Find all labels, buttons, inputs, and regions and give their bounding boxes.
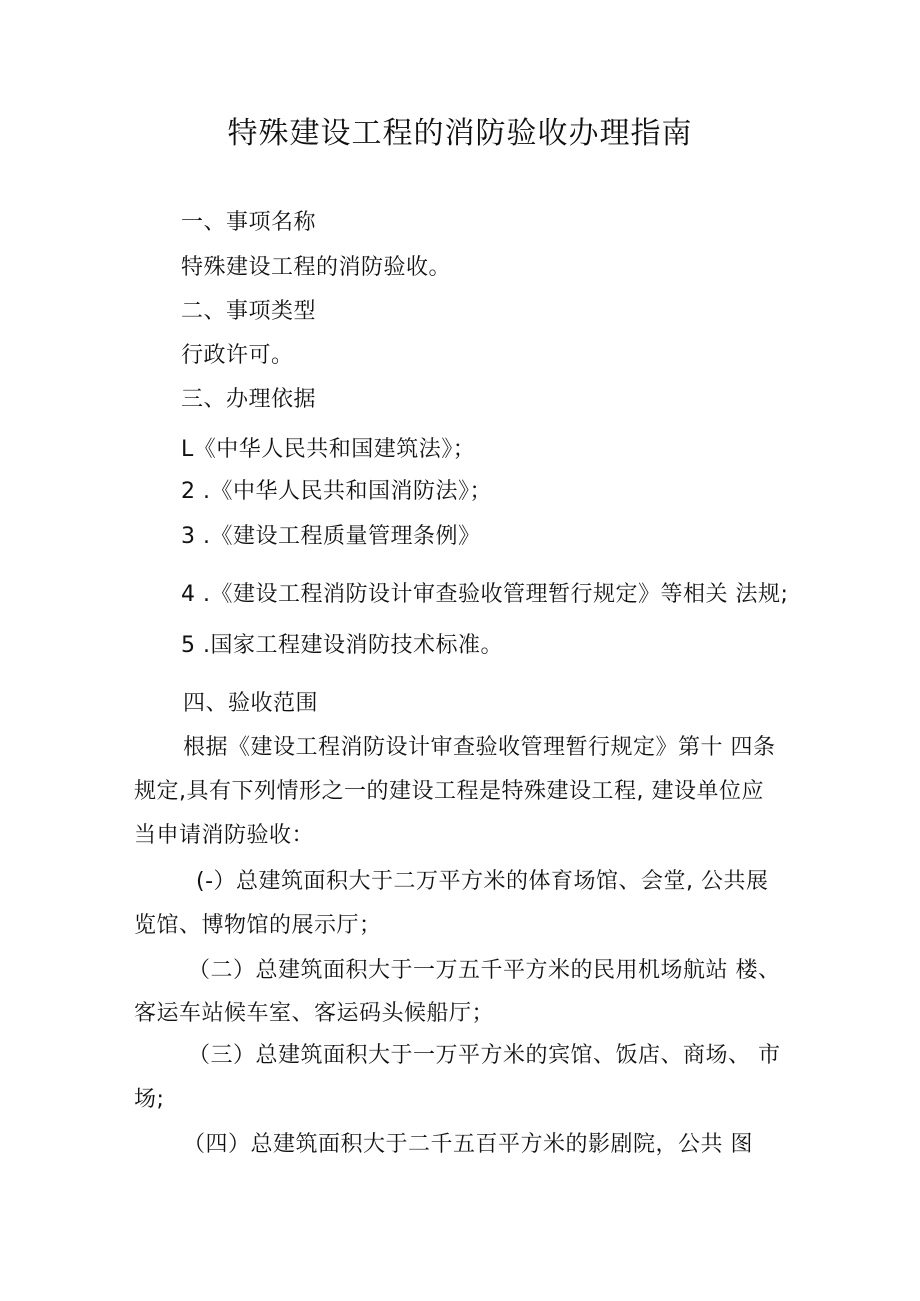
scope-paragraph-line: 规定,具有下列情形之一的建设工程是特殊建设工程, 建设单位应 xyxy=(134,779,764,804)
section-heading-legal-basis: 三、办理依据 xyxy=(181,387,317,412)
legal-basis-item: 4 .《建设工程消防设计审查验收管理暂行规定》等相关 法规; xyxy=(181,582,789,607)
scope-case-line: （二）总建筑面积大于一万五千平方米的民用机场航站 楼、 xyxy=(188,958,781,983)
section-heading-item-name: 一、事项名称 xyxy=(181,210,317,235)
scope-case-line: 览馆、博物馆的展示厅； xyxy=(134,913,382,938)
scope-case-line: (-）总建筑面积大于二万平方米的体育场馆、会堂, 公共展 xyxy=(196,869,769,894)
section-body-item-type: 行政许可。 xyxy=(181,343,294,368)
legal-basis-item: L《中华人民共和国建筑法》； xyxy=(181,437,476,462)
section-heading-acceptance-scope: 四、验收范围 xyxy=(183,691,319,716)
scope-paragraph-line: 根据《建设工程消防设计审查验收管理暂行规定》第十 四条 xyxy=(183,735,776,760)
scope-case-line: 客运车站候车室、客运码头候船厅； xyxy=(134,1001,495,1026)
document-title: 特殊建设工程的消防验收办理指南 xyxy=(227,116,693,151)
section-body-item-name: 特殊建设工程的消防验收。 xyxy=(181,255,452,280)
legal-basis-item: 5 .国家工程建设消防技术标准。 xyxy=(181,633,503,658)
scope-case-line: 场; xyxy=(134,1087,165,1112)
legal-basis-item: 3 .《建设工程质量管理条例》 xyxy=(181,524,481,549)
scope-case-line: （三）总建筑面积大于一万平方米的宾馆、饭店、商场、 市 xyxy=(188,1043,781,1068)
section-heading-item-type: 二、事项类型 xyxy=(181,299,317,324)
scope-paragraph-line: 当申请消防验收： xyxy=(134,823,315,848)
scope-case-line: （四）总建筑面积大于二千五百平方米的影剧院，公共 图 xyxy=(183,1132,753,1157)
legal-basis-item: 2 .《中华人民共和国消防法》； xyxy=(181,479,492,504)
